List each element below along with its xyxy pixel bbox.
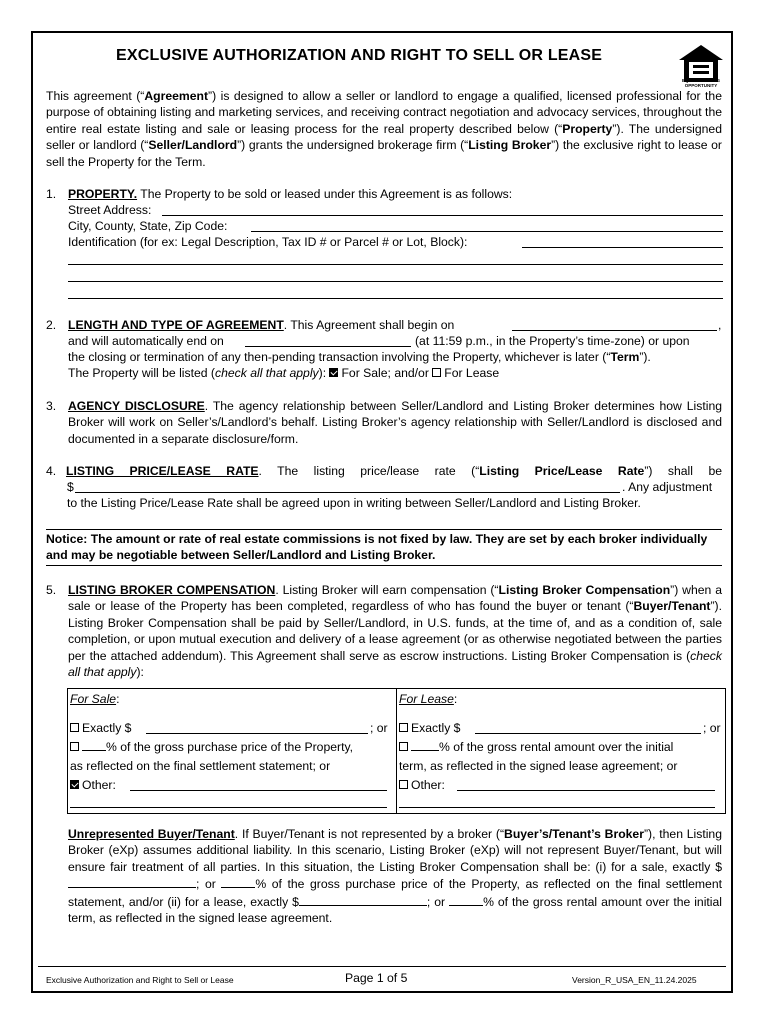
listing-type-row: The Property will be listed (check all that apply): For Sale; and/or For Lease: [68, 366, 500, 380]
section-4-number: 4.: [46, 464, 57, 478]
for-sale-heading: For Sale:: [70, 692, 120, 706]
unrep-lease-percent-field[interactable]: [449, 893, 483, 906]
equal-housing-caption: EQUAL HOUSING OPPORTUNITY: [682, 78, 720, 88]
sale-exactly-checkbox[interactable]: [70, 723, 79, 732]
begin-date-field[interactable]: [512, 330, 717, 331]
unrepresented-paragraph: Unrepresented Buyer/Tenant. If Buyer/Tenant is not represented by a broker (“Buyer’s/Tenant’s Broker”), then Listing Broker (eXp) assumes additional liability. In this scenario, Listing Broker (eXp) will not represent Buyer/Tenant, but will ensure fair treatment of all parties. In this situation, the Listing Broker Compensation shall be: (i) for a sale, exactly $; or % of the gross purchase price of the Property, as reflected on the final settlement statement, and/or (ii) for a lease, exactly $ ; or % of the gross rental amount over the initial term, as reflected in the signed lease agreement.: [68, 827, 723, 926]
unrep-sale-percent-field[interactable]: [221, 875, 255, 888]
identification-field[interactable]: [522, 247, 723, 248]
sale-percent-row-2: as reflected on the final settlement statement; or: [70, 759, 331, 773]
version-label: Version_R_USA_EN_11.24.2025: [572, 975, 697, 985]
lease-other-checkbox[interactable]: [399, 780, 408, 789]
page-number: Page 1 of 5: [345, 971, 408, 985]
street-address-field[interactable]: [162, 215, 723, 216]
listing-price-field[interactable]: [75, 492, 620, 493]
section-4-line-1: LISTING PRICE/LEASE RATE. The listing price/lease rate (“Listing Price/Lease Rate”) shall be: [66, 464, 723, 478]
term-text: the closing or termination of any then-pending transaction involving the Property, whichever is later (“Term”).: [68, 350, 651, 364]
lease-percent-field[interactable]: [411, 738, 439, 751]
sale-other-field-2[interactable]: [70, 807, 387, 808]
identification-label: Identification (for ex: Legal Description, Tax ID # or Parcel # or Lot, Block):: [68, 235, 468, 249]
section-3-number: 3.: [46, 399, 57, 413]
lease-percent-row-2: term, as reflected in the signed lease agreement; or: [399, 759, 678, 773]
dollar-sign: $: [67, 480, 74, 494]
sale-exactly-row: Exactly $: [70, 719, 131, 738]
adjustment-text: . Any adjustment: [622, 480, 713, 494]
identification-line-2[interactable]: [68, 264, 723, 265]
identification-line-3[interactable]: [68, 281, 723, 282]
lease-other-field[interactable]: [457, 790, 715, 791]
city-label: City, County, State, Zip Code:: [68, 219, 228, 233]
end-date-label: and will automatically end on: [68, 334, 224, 348]
for-lease-checkbox[interactable]: [432, 368, 441, 377]
lease-percent-row: % of the gross rental amount over the initial: [399, 738, 673, 757]
lease-exactly-row: Exactly $: [399, 719, 460, 738]
street-address-label: Street Address:: [68, 203, 152, 217]
sale-percent-field[interactable]: [82, 738, 106, 751]
footer-title: Exclusive Authorization and Right to Sell or Lease: [46, 975, 234, 985]
section-5-number: 5.: [46, 583, 57, 597]
lease-other-field-2[interactable]: [399, 807, 715, 808]
sale-other-field[interactable]: [130, 790, 387, 791]
lease-exactly-checkbox[interactable]: [399, 723, 408, 732]
section-4-line-3: to the Listing Price/Lease Rate shall be agreed upon in writing between Seller/Landlord and Listing Broker.: [67, 496, 641, 510]
lease-exactly-field[interactable]: [475, 733, 701, 734]
end-date-field[interactable]: [245, 346, 411, 347]
sale-percent-row: % of the gross purchase price of the Property,: [70, 738, 353, 757]
sale-other-row: Other:: [70, 776, 116, 795]
intro-paragraph: This agreement (“Agreement”) is designed to allow a seller or landlord to engage a qualified, licensed professional for the purpose of obtaining listing and marketing services, and receiving contract negotiation and advocacy services, throughout the entire real estate listing and sale or leasing process for the real property described below (“Property”). The undersigned seller or landlord (“Seller/Landlord”) grants the undersigned brokerage firm (“Listing Broker”) the exclusive right to lease or sell the Property for the Term.: [46, 89, 722, 169]
lease-or-text: ; or: [703, 721, 721, 735]
section-1-header: PROPERTY. The Property to be sold or leased under this Agreement is as follows:: [68, 187, 513, 201]
section-3-text: AGENCY DISCLOSURE. The agency relationship between Seller/Landlord and Listing Broker determines how Listing Broker will work on Seller’s/Landlord’s behalf. Listing Broker’s agency relationship with Seller/Landlord is disclosed and documented in a separate disclosure/form.: [68, 399, 723, 446]
sale-other-checkbox[interactable]: [70, 780, 79, 789]
sale-exactly-field[interactable]: [146, 733, 368, 734]
sale-percent-checkbox[interactable]: [70, 742, 79, 751]
document-title: EXCLUSIVE AUTHORIZATION AND RIGHT TO SELL OR LEASE: [116, 47, 603, 64]
lease-percent-checkbox[interactable]: [399, 742, 408, 751]
city-field[interactable]: [251, 231, 723, 232]
section-2-line-1: LENGTH AND TYPE OF AGREEMENT. This Agreement shall begin on: [68, 318, 455, 332]
section-2-number: 2.: [46, 318, 57, 332]
lease-other-row: Other:: [399, 776, 445, 795]
footer-divider: [38, 966, 726, 967]
section-1-number: 1.: [46, 187, 57, 201]
unrep-lease-amount-field[interactable]: [299, 893, 427, 906]
commission-notice: Notice: The amount or rate of real estate commissions is not fixed by law. They are set by each broker individually and may be negotiable between Seller/Landlord and Listing Broker.: [46, 532, 708, 563]
identification-line-4[interactable]: [68, 298, 723, 299]
end-time-text: (at 11:59 p.m., in the Property’s time-zone) or upon: [415, 334, 690, 348]
sale-or-text: ; or: [370, 721, 388, 735]
for-lease-heading: For Lease:: [399, 692, 458, 706]
for-sale-checkbox[interactable]: [329, 368, 338, 377]
table-divider: [396, 689, 397, 813]
section-5-text: LISTING BROKER COMPENSATION. Listing Broker will earn compensation (“Listing Broker Compensation”) when a sale or lease of the Property has been completed, regardless of who has found the buyer or tenant (“Buyer/Tenant”). Listing Broker Compensation shall be paid by Seller/Landlord, in U.S. funds, at the time of, and as a condition of, sale completion, or upon mutual execution and delivery of a lease agreement (or as otherwise negotiated between the parties per the attached addendum). This Agreement shall serve as escrow instructions. Listing Broker Compensation is (check all that apply):: [68, 583, 722, 680]
comma: ,: [718, 318, 722, 332]
unrep-sale-amount-field[interactable]: [68, 875, 196, 888]
